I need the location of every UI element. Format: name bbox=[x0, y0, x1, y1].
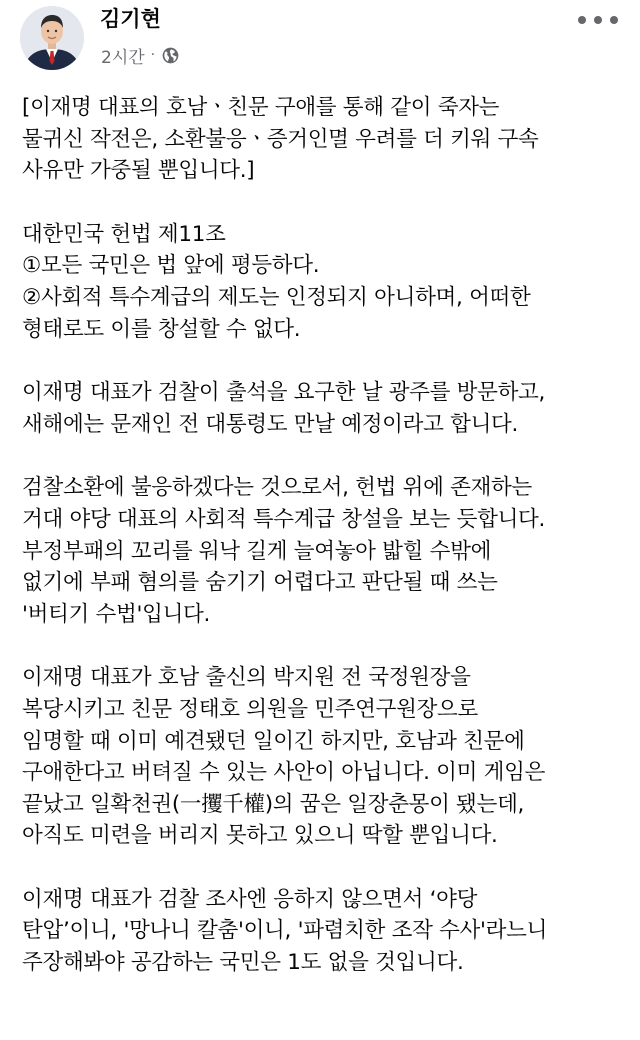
post-text-line: 구애한다고 버텨질 수 있는 사안이 아닙니다. 이미 게임은 bbox=[22, 760, 546, 786]
post-text-line: 아직도 미련을 버리지 못하고 있으니 딱할 뿐입니다. bbox=[22, 823, 498, 849]
post-time[interactable]: 2시간 bbox=[101, 47, 145, 68]
more-options-button[interactable] bbox=[576, 8, 620, 32]
post-header bbox=[0, 0, 640, 86]
post-text-line: 없기에 부패 혐의를 숨기기 어렵다고 판단될 때 쓰는 bbox=[22, 570, 498, 596]
post-text-line: 끝났고 일확천권(一攫千權)의 꿈은 일장춘몽이 됐는데, bbox=[22, 791, 525, 817]
post-text-line: 이재명 대표가 호남 출신의 박지원 전 국정원장을 bbox=[22, 665, 471, 691]
post-text-line: 형태로도 이를 창설할 수 없다. bbox=[22, 316, 301, 342]
author-name[interactable]: 김기현 bbox=[100, 7, 161, 31]
post-paragraph bbox=[22, 662, 632, 852]
avatar[interactable] bbox=[20, 6, 84, 70]
post-text-line: ①모든 국민은 법 앞에 평등하다. bbox=[22, 253, 320, 279]
post-text bbox=[22, 92, 632, 1011]
post-text-line: 임명할 때 이미 예견됐던 일이긴 하지만, 호남과 친문에 bbox=[22, 728, 525, 754]
post-paragraph bbox=[22, 472, 632, 630]
post-text-line: 물귀신 작전은, 소환불응ㆍ증거인멸 우려를 더 키워 구속 bbox=[22, 126, 539, 152]
post-text-line: ②사회적 특수계급의 제도는 인정되지 아니하며, 어떠한 bbox=[22, 284, 531, 310]
post-paragraph bbox=[22, 377, 632, 440]
post-text-line: 탄압’이니, '망나니 칼춤'이니, '파렴치한 조작 수사'라느니 bbox=[22, 918, 548, 944]
post-text-line: 거대 야당 대표의 사회적 특수계급 창설을 보는 듯합니다. bbox=[22, 506, 546, 532]
meta-separator: · bbox=[150, 47, 156, 63]
post-text-line: 이재명 대표가 검찰 조사엔 응하지 않으면서 ‘야당 bbox=[22, 886, 478, 912]
post-paragraph bbox=[22, 884, 632, 979]
post-text-line: '버티기 수법'입니다. bbox=[22, 601, 211, 627]
more-horizontal-icon bbox=[576, 15, 620, 25]
post-text-line: 대한민국 헌법 제11조 bbox=[22, 221, 226, 247]
post-text-line: 사유만 가중될 뿐입니다.] bbox=[22, 158, 255, 184]
post-paragraph bbox=[22, 92, 632, 187]
post-text-line: 검찰소환에 불응하겠다는 것으로서, 헌법 위에 존재하는 bbox=[22, 475, 532, 501]
post-paragraph bbox=[22, 219, 632, 345]
globe-icon bbox=[162, 47, 179, 64]
post-text-line: 복당시키고 친문 정태호 의원을 민주연구원장으로 bbox=[22, 696, 478, 722]
post-text-line: 부정부패의 꼬리를 워낙 길게 늘여놓아 밟힐 수밖에 bbox=[22, 538, 492, 564]
post-text-line: 주장해봐야 공감하는 국민은 1도 없을 것입니다. bbox=[22, 950, 464, 976]
post-text-line: 이재명 대표가 검찰이 출석을 요구한 날 광주를 방문하고, bbox=[22, 380, 546, 406]
post-text-line: 새해에는 문재인 전 대통령도 만날 예정이라고 합니다. bbox=[22, 411, 519, 437]
profile-photo-icon bbox=[20, 6, 84, 70]
post-meta bbox=[101, 42, 179, 68]
post-text-line: [이재명 대표의 호남ㆍ친문 구애를 통해 같이 죽자는 bbox=[22, 95, 500, 120]
